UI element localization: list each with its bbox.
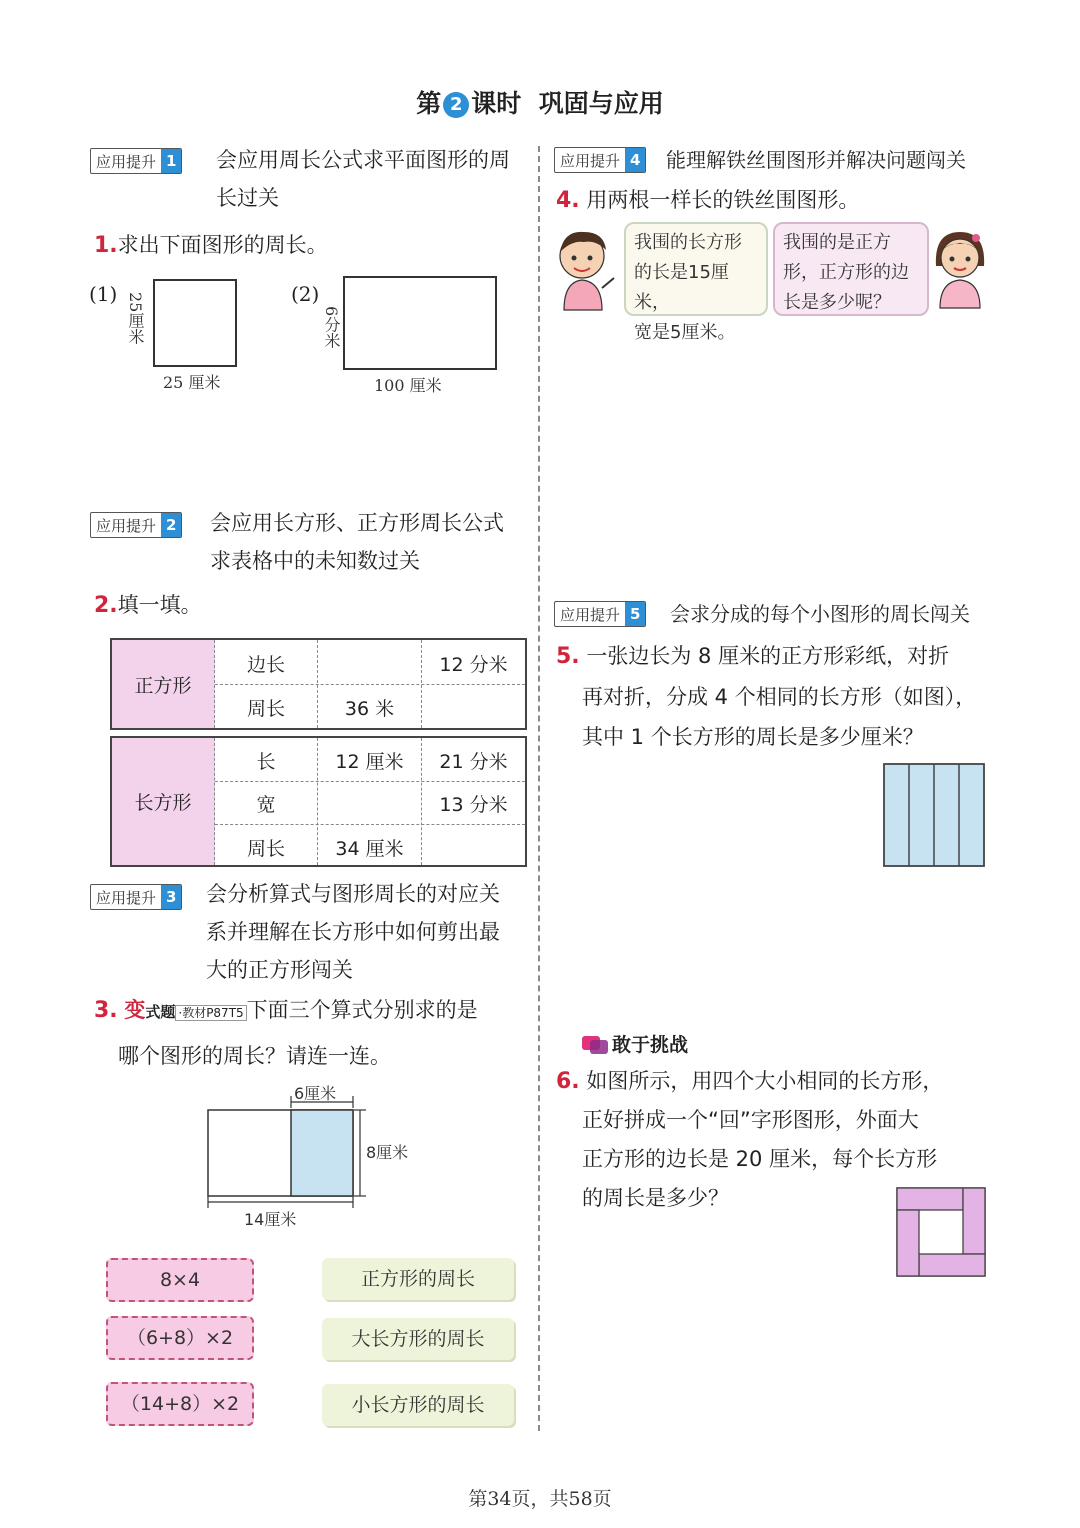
section-4-tag: 应用提升 4 [554, 147, 646, 173]
expr-box-2[interactable]: （6+8）×2 [106, 1316, 254, 1360]
question-5: 5. 一张边长为 8 厘米的正方形彩纸，对折 再对折，分成 4 个相同的长方形（如图）， 其中 1 个长方形的周长是多少厘米？ [556, 644, 977, 749]
q3-right-label: 8厘米 [366, 1143, 409, 1162]
page-title [0, 84, 1080, 120]
rect-table-header: 长方形 [112, 738, 215, 865]
q1-fig1-square [153, 279, 237, 367]
q5-figure [882, 762, 986, 868]
square-row1-value-b[interactable]: 12 分米 [439, 654, 508, 676]
q1-fig1-index: (1) [89, 282, 118, 306]
rect-row3-label: 周长 [246, 838, 285, 860]
shape-box-1[interactable]: 正方形的周长 [322, 1258, 514, 1300]
section-5-desc: 会求分成的每个小图形的周长闯关 [670, 602, 970, 626]
rect-row2-value-b[interactable]: 13 分米 [439, 794, 508, 816]
shape-box-2[interactable]: 大长方形的周长 [322, 1318, 514, 1360]
q1-fig2-index: (2) [291, 282, 320, 306]
question-6: 6. 如图所示，用四个大小相同的长方形， 正好拼成一个“回”字形图形，外面大 正方形的边长是 20 厘米，每个长方形 的周长是多少？ [556, 1069, 944, 1210]
question-3-line2: 哪个图形的周长？请连一连。 [118, 1044, 391, 1068]
title-main: 巩固与应用 [538, 89, 664, 118]
blue-square [291, 1110, 353, 1196]
variant-mark: 变 [124, 998, 146, 1022]
expr-box-1[interactable]: 8×4 [106, 1258, 254, 1302]
page-footer: 第34页，共58页 [468, 1488, 612, 1510]
rect-row1-value-b[interactable]: 21 分米 [439, 751, 508, 773]
q1-fig2-bottom-label: 100 厘米 [374, 376, 442, 395]
boy-icon [552, 226, 618, 312]
q6-figure [895, 1186, 987, 1278]
square-table-header: 正方形 [112, 640, 215, 728]
square-row1-label: 边长 [246, 654, 285, 676]
shape-box-3[interactable]: 小长方形的周长 [322, 1384, 514, 1426]
section-1-desc: 会应用周长公式求平面图形的周 长过关 [216, 148, 510, 210]
q1-fig2-rect [343, 276, 497, 370]
q3-top-label: 6厘米 [294, 1084, 337, 1103]
square-row2-value-a[interactable]: 36 米 [344, 698, 395, 720]
q3-bottom-label: 14厘米 [244, 1210, 297, 1229]
rect-row1-label: 长 [256, 751, 276, 773]
section-2-desc: 会应用长方形、正方形周长公式 求表格中的未知数过关 [210, 511, 504, 573]
textbook-source: ·教材P87T5 [175, 1005, 246, 1021]
title-prefix: 第 [416, 89, 442, 118]
rect-row1-value-a[interactable]: 12 厘米 [335, 751, 404, 773]
q1-fig1-side-label: 25厘米 [126, 292, 145, 345]
girl-speech-bubble: 我围的是正方 形，正方形的边 长是多少呢？ [773, 222, 929, 316]
challenge-label: 敢于挑战 [580, 1030, 688, 1057]
girl-icon [930, 226, 990, 310]
square-row2-label: 周长 [246, 698, 285, 720]
column-divider [538, 146, 540, 1431]
expr-box-3[interactable]: （14+8）×2 [106, 1382, 254, 1426]
rect-table [110, 736, 527, 867]
rect-row2-label: 宽 [256, 794, 276, 816]
title-lesson-number: 2 [443, 92, 469, 118]
challenge-icon [580, 1032, 610, 1056]
question-4: 4. 用两根一样长的铁丝围图形。 [556, 188, 860, 213]
section-1-tag: 应用提升 1 [90, 148, 182, 174]
question-3: 3. 变式题 ·教材P87T5 下面三个算式分别求的是 [94, 998, 478, 1023]
question-2: 2.填一填。 [94, 593, 202, 618]
section-2-tag: 应用提升 2 [90, 512, 182, 538]
section-3-tag: 应用提升 3 [90, 884, 182, 910]
rect-row3-value-a[interactable]: 34 厘米 [335, 838, 404, 860]
section-4-desc: 能理解铁丝围图形并解决问题闯关 [666, 148, 966, 172]
section-3-desc: 会分析算式与图形周长的对应关 系并理解在长方形中如何剪出最 大的正方形闯关 [206, 882, 500, 982]
title-suffix: 课时 [471, 89, 522, 118]
boy-speech-bubble: 我围的长方形 的长是15厘米， 宽是5厘米。 [624, 222, 768, 316]
section-5-tag: 应用提升 5 [554, 601, 646, 627]
q1-fig2-side-label: 6分米 [322, 306, 341, 349]
q1-fig1-bottom-label: 25 厘米 [163, 373, 221, 392]
question-1: 1.求出下面图形的周长。 [94, 233, 328, 258]
square-table [110, 638, 527, 730]
